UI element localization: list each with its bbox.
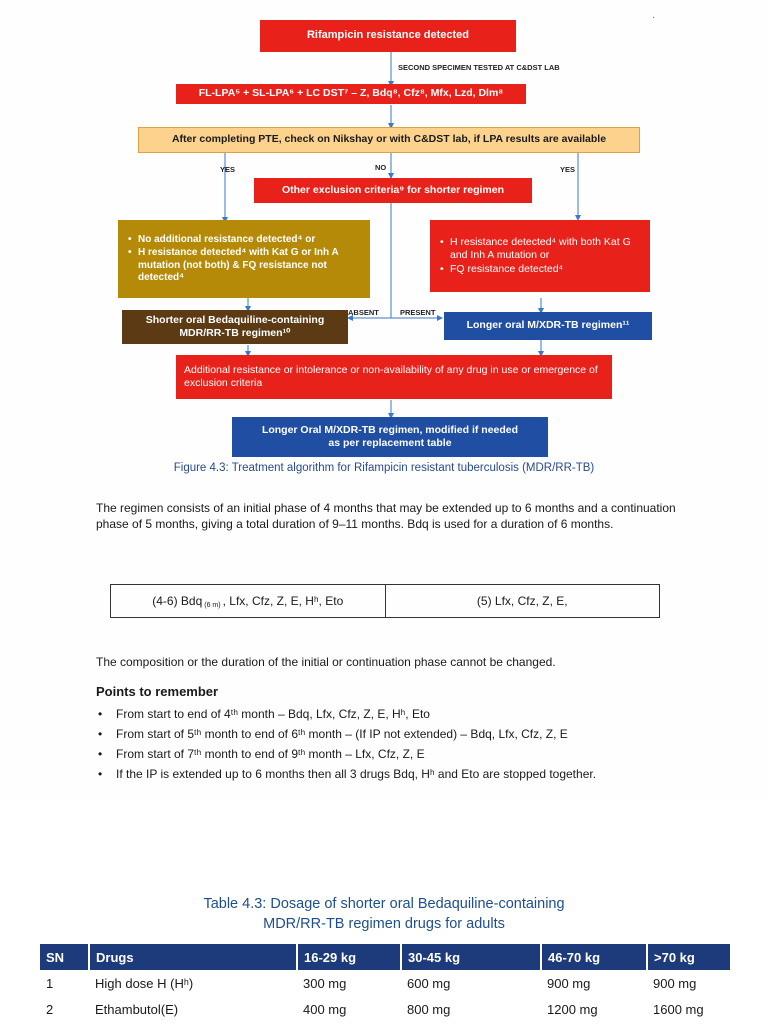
- left-condition-box: [118, 220, 370, 298]
- right-condition-box: [430, 220, 650, 292]
- yes-left-label: YES: [220, 165, 236, 174]
- cell-sn: 2: [46, 1001, 54, 1017]
- final-regimen-box: Longer Oral M/XDR-TB regimen, modified if needed as per replacement table: [232, 417, 548, 457]
- second-specimen-label: SECOND SPECIMEN TESTED AT C&DST LAB: [398, 63, 560, 72]
- figure-caption: Figure 4.3: Treatment algorithm for Rifampicin resistant tuberculosis (MDR/RR-TB): [173, 462, 595, 474]
- absent-label: ABSENT: [348, 308, 379, 317]
- left-condition-item: • H resistance detected⁴ with Kat G or Inh A mutation (not both) & FQ resistance not detected⁴: [138, 247, 362, 285]
- present-label: PRESENT: [400, 308, 436, 317]
- header-drugs: Drugs: [89, 944, 297, 970]
- rifampicin-resistance-box: Rifampicin resistance detected: [260, 20, 516, 52]
- dosage-header-row: [40, 944, 730, 970]
- composition-note: The composition or the duration of the initial or continuation phase cannot be changed.: [96, 655, 556, 669]
- right-condition-list: [438, 235, 642, 277]
- exclusion-criteria-box: Other exclusion criteria⁹ for shorter regimen: [254, 178, 532, 203]
- initial-sub: (6 m): [204, 601, 221, 609]
- additional-resistance-box: Additional resistance or intolerance or non-availability of any drug in use or emergence of exclusion criteria: [176, 355, 612, 399]
- points-title: Points to remember: [96, 684, 219, 699]
- point-item: • If the IP is extended up to 6 months then all 3 drugs Bdq, Hʰ and Eto are stopped together.: [96, 764, 696, 784]
- table-title: [0, 894, 768, 934]
- regimen-table: [110, 584, 660, 618]
- left-condition-item: • No additional resistance detected⁴ or: [138, 234, 362, 247]
- longer-regimen-box: Longer oral M/XDR-TB regimen¹¹: [444, 312, 652, 340]
- right-condition-item: • H resistance detected⁴ with both Kat G and Inh A mutation or: [450, 236, 642, 262]
- initial-prefix: (4-6) Bdq: [152, 594, 203, 608]
- dosage-table: [40, 944, 730, 1022]
- initial-phase-cell: [111, 585, 385, 617]
- right-condition-item: • FQ resistance detected⁴: [450, 263, 642, 276]
- point-item: • From start to end of 4ᵗʰ month – Bdq, Lfx, Cfz, Z, E, Hʰ, Eto: [96, 704, 696, 724]
- cell-dose: 1600 mg: [653, 1001, 704, 1017]
- cell-drug: Ethambutol(E): [95, 1001, 179, 1017]
- left-condition-list: [126, 233, 362, 286]
- cell-drug: High dose H (Hʰ): [95, 975, 194, 991]
- header-30-45: 30-45 kg: [401, 944, 541, 970]
- cell-dose: 1200 mg: [547, 1001, 598, 1017]
- pte-box: After completing PTE, check on Nikshay or with C&DST lab, if LPA results are available: [138, 127, 640, 153]
- tests-box: FL-LPA⁵ + SL-LPA⁶ + LC DST⁷ – Z, Bdq⁸, Cfz⁸, Mfx, Lzd, Dlm⁸: [176, 84, 526, 104]
- cell-dose: 300 mg: [303, 975, 347, 991]
- header-46-70: 46-70 kg: [541, 944, 647, 970]
- table-row: [40, 996, 730, 1022]
- point-item: • From start of 5ᵗʰ month to end of 6ᵗʰ month – (If IP not extended) – Bdq, Lfx, Cfz, Z, E: [96, 724, 696, 744]
- shorter-regimen-box: Shorter oral Bedaquiline-containing MDR/RR-TB regimen¹⁰: [122, 310, 348, 344]
- cell-dose: 800 mg: [407, 1001, 451, 1017]
- table-row: [40, 970, 730, 996]
- table-title-line1: Table 4.3: Dosage of shorter oral Bedaquiline-containing: [203, 896, 565, 912]
- points-list: [96, 704, 696, 784]
- table-title-line2: MDR/RR-TB regimen drugs for adults: [263, 916, 505, 932]
- margin-mark: ·: [652, 12, 656, 23]
- cell-sn: 1: [46, 975, 54, 991]
- header-sn: SN: [40, 944, 89, 970]
- cell-dose: 900 mg: [547, 975, 591, 991]
- regimen-paragraph: The regimen consists of an initial phase of 4 months that may be extended up to 6 months and a continuation phase of 5 months, giving a total duration of 9–11 months. Bdq is used for a duration of 6 months.: [96, 501, 676, 531]
- initial-suffix: , Lfx, Cfz, Z, E, Hʰ, Eto: [222, 594, 344, 608]
- continuation-phase-cell: (5) Lfx, Cfz, Z, E,: [385, 585, 660, 617]
- cell-dose: 900 mg: [653, 975, 697, 991]
- no-label: NO: [375, 163, 387, 172]
- flowchart-connectors: [0, 0, 768, 470]
- header-over-70: >70 kg: [647, 944, 730, 970]
- cell-dose: 400 mg: [303, 1001, 347, 1017]
- header-16-29: 16-29 kg: [297, 944, 401, 970]
- cell-dose: 600 mg: [407, 975, 451, 991]
- yes-right-label: YES: [560, 165, 576, 174]
- point-item: • From start of 7ᵗʰ month to end of 9ᵗʰ month – Lfx, Cfz, Z, E: [96, 744, 696, 764]
